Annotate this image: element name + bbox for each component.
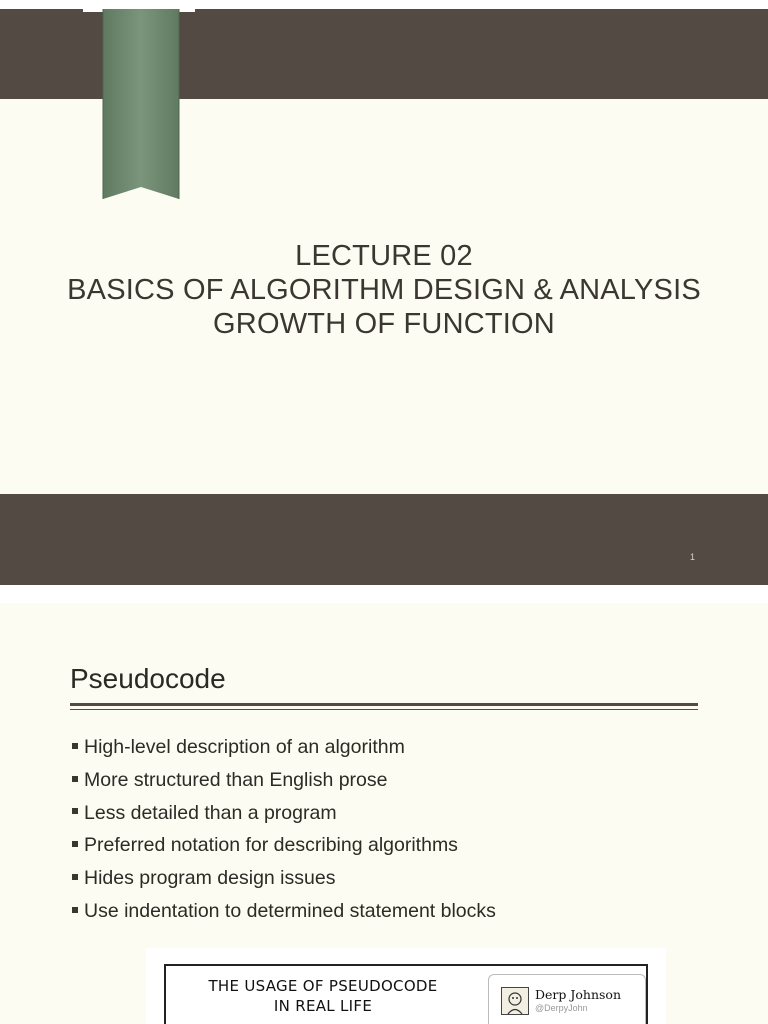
tweet-card: [488, 974, 646, 1024]
slide-title: Pseudocode: [70, 663, 226, 694]
bullet-item: Hides program design issues: [72, 864, 496, 897]
author-handle: @DerpyJohn: [535, 1003, 588, 1013]
bullet-item: High-level description of an algorithm: [72, 733, 496, 766]
title-line-2: BASICS OF ALGORITHM DESIGN & ANALYSIS: [67, 274, 701, 306]
square-bullet-icon: [72, 907, 78, 913]
title-line-3: GROWTH OF FUNCTION: [213, 308, 555, 340]
square-bullet-icon: [72, 743, 78, 749]
square-bullet-icon: [72, 776, 78, 782]
bookmark-ribbon-icon: [83, 9, 195, 209]
square-bullet-icon: [72, 841, 78, 847]
bullet-item: Less detailed than a program: [72, 799, 496, 832]
square-bullet-icon: [72, 808, 78, 814]
title-line-1: LECTURE 02: [295, 240, 473, 272]
avatar-icon: [501, 987, 529, 1015]
title-divider: [70, 703, 698, 706]
title-divider-thin: [70, 709, 698, 710]
comic-frame: [164, 964, 648, 1024]
bullet-item: Use indentation to determined statement blocks: [72, 897, 496, 930]
comic-image: [146, 948, 666, 1024]
lecture-title: [0, 239, 768, 341]
bullet-item: Preferred notation for describing algorithms: [72, 831, 496, 864]
square-bullet-icon: [72, 874, 78, 880]
pseudocode-slide: [0, 603, 768, 1024]
bullet-item: More structured than English prose: [72, 766, 496, 799]
bullet-list: [72, 733, 496, 930]
title-slide: [0, 9, 768, 585]
author-name: Derp Johnson: [535, 987, 621, 1002]
comic-caption: THE USAGE OF PSEUDOCODE IN REAL LIFE: [208, 977, 438, 1015]
page-number: 1: [690, 552, 696, 562]
footer-band: [0, 494, 768, 585]
